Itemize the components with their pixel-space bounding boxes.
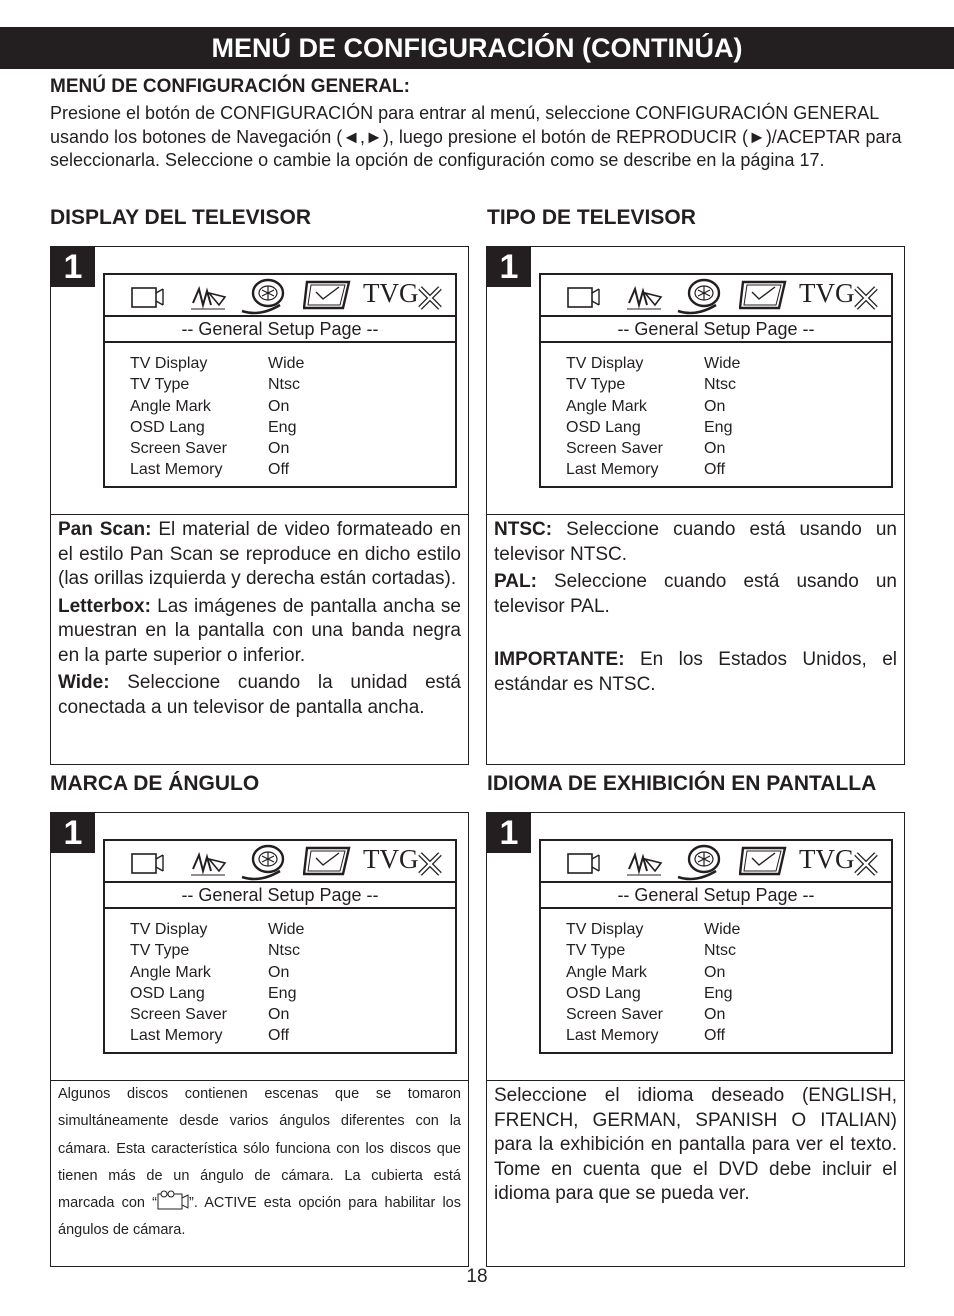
osd-row-value: Wide (268, 355, 305, 372)
rating-icon: TVG (799, 278, 855, 308)
section-title-tv-display: DISPLAY DEL TELEVISOR (50, 206, 312, 229)
osd-row-label: Last Memory (566, 1027, 659, 1045)
osd-row (130, 459, 304, 480)
osd-row (566, 374, 740, 395)
osd-row (566, 940, 740, 961)
osd-row-value: Eng (704, 418, 733, 436)
osd-row-label: TV Display (130, 921, 208, 938)
audio-icon (189, 849, 227, 877)
osd-page-header: -- General Setup Page -- (105, 317, 455, 343)
step-number: 1 (487, 247, 531, 287)
exit-icon (417, 851, 443, 877)
osd-row (130, 353, 304, 374)
osd-settings-list (566, 919, 740, 1047)
osd-row-label: TV Display (566, 921, 644, 938)
osd-lang-text: Seleccione el idioma deseado (ENGLISH, FRENCH, GERMAN, SPANISH O ITALIAN) para la exhibición en pantalla para ver el texto. Tome en cuenta que el DVD debe incluir el idioma para que se pueda ver. (494, 1085, 897, 1204)
osd-row (566, 459, 740, 480)
osd-row-label: Angle Mark (130, 397, 211, 415)
osd-row-value: On (268, 397, 290, 415)
description-angle-mark (51, 1080, 468, 1266)
exit-icon (853, 851, 879, 877)
page-number: 18 (466, 1266, 488, 1287)
osd-row-label: Screen Saver (130, 1006, 227, 1024)
osd-row-value: On (268, 963, 290, 981)
section-title-angle-mark: MARCA DE ÁNGULO (50, 772, 260, 795)
osd-row (130, 962, 304, 983)
osd-row-label: Last Memory (130, 1027, 223, 1045)
tv-icon (567, 851, 601, 875)
disc-icon (240, 843, 288, 881)
rating-icon: TVG (363, 844, 419, 874)
osd-row (130, 396, 304, 417)
osd-row (130, 983, 304, 1004)
osd-row (566, 417, 740, 438)
osd-settings-list (566, 353, 740, 481)
step-number: 1 (487, 813, 531, 853)
osd-row-value: Ntsc (704, 376, 736, 394)
ntsc-text: Seleccione cuando está usando un televisor NTSC. (494, 519, 897, 565)
osd-row-label: Angle Mark (566, 963, 647, 981)
letterbox-text: Las imágenes de pantalla ancha se muestran en la pantalla con una banda negra en la parte superior o inferior. (58, 595, 461, 666)
osd-row-value: On (704, 963, 726, 981)
osd-row-label: TV Type (566, 376, 626, 394)
osd-row (130, 1025, 304, 1046)
pan-scan-text: El material de video formateado en el estilo Pan Scan se reproduce en dicho estilo (las orillas izquierda y derecha están cortadas). (58, 519, 461, 589)
panel-tv-type (486, 246, 905, 765)
osd-screen (539, 273, 893, 488)
osd-row-value: Eng (268, 418, 297, 436)
osd-row-label: OSD Lang (566, 418, 641, 436)
disc-icon (676, 277, 724, 315)
osd-row-value: Ntsc (268, 942, 300, 960)
osd-icon-bar (105, 841, 455, 883)
tv-icon (131, 851, 165, 875)
osd-row (566, 438, 740, 459)
osd-row (566, 1004, 740, 1025)
exit-icon (853, 285, 879, 311)
osd-row-label: OSD Lang (130, 418, 205, 436)
screen-check-icon (303, 845, 351, 877)
osd-row-label: TV Display (130, 355, 208, 372)
important-text: En los Estados Unidos, el estándar es NTSC. (494, 649, 897, 695)
panel-osd-lang (486, 812, 905, 1267)
osd-row (566, 919, 740, 940)
osd-row-value: Off (268, 461, 290, 479)
osd-row (130, 919, 304, 940)
osd-screen (103, 273, 457, 488)
osd-row-value: Wide (268, 921, 305, 938)
screen-check-icon (303, 279, 351, 311)
osd-screen (539, 839, 893, 1054)
camera-angle-icon (157, 1190, 189, 1210)
osd-row (566, 353, 740, 374)
important-label: IMPORTANTE: (494, 649, 625, 670)
step-number: 1 (51, 247, 95, 287)
osd-screen (103, 839, 457, 1054)
osd-row (566, 983, 740, 1004)
osd-row-value: Eng (268, 984, 297, 1002)
tv-icon (131, 285, 165, 309)
section-title-osd-lang: IDIOMA DE EXHIBICIÓN EN PANTALLA (487, 772, 877, 795)
intro-heading: MENÚ DE CONFIGURACIÓN GENERAL: (50, 76, 410, 97)
screen-check-icon (739, 845, 787, 877)
osd-row-value: Eng (704, 984, 733, 1002)
screen-check-icon (739, 279, 787, 311)
osd-row (566, 396, 740, 417)
osd-row (566, 1025, 740, 1046)
osd-row (130, 940, 304, 961)
osd-row-value: On (268, 1006, 290, 1024)
osd-row (566, 962, 740, 983)
pan-scan-label: Pan Scan: (58, 519, 152, 540)
page-banner: MENÚ DE CONFIGURACIÓN (CONTINÚA) (0, 27, 954, 69)
osd-page-header: -- General Setup Page -- (105, 883, 455, 909)
osd-row-label: Screen Saver (566, 1006, 663, 1024)
section-title-tv-type: TIPO DE TELEVISOR (487, 206, 696, 229)
osd-row (130, 1004, 304, 1025)
letterbox-label: Letterbox: (58, 595, 151, 617)
osd-settings-list (130, 353, 304, 481)
osd-row-value: Wide (704, 355, 741, 372)
osd-page-header: -- General Setup Page -- (541, 883, 891, 909)
osd-row-value: On (704, 397, 726, 415)
panel-angle-mark (50, 812, 469, 1267)
osd-icon-bar (105, 275, 455, 317)
osd-row-value: Off (704, 1027, 726, 1045)
pal-label: PAL: (494, 571, 537, 592)
osd-row-label: Screen Saver (566, 440, 663, 458)
disc-icon (240, 277, 288, 315)
osd-row-value: Off (268, 1027, 290, 1045)
osd-row-label: Last Memory (130, 461, 223, 479)
osd-row-label: OSD Lang (566, 984, 641, 1002)
audio-icon (625, 849, 663, 877)
osd-row-label: TV Type (130, 376, 190, 394)
osd-row-label: Angle Mark (130, 963, 211, 981)
intro-text: Presione el botón de CONFIGURACIÓN para entrar al menú, seleccione CONFIGURACIÓN GENERAL usando los botones de Navegación (◄,►), luego presione el botón de REPRODUCIR (►)/ACEPTAR para seleccionarla. Seleccione o cambie la opción de configuración como se describe en la página 17. (50, 103, 902, 170)
osd-row-value: Off (704, 461, 726, 479)
osd-row-label: TV Type (566, 942, 626, 960)
osd-row (130, 374, 304, 395)
osd-row-label: Angle Mark (566, 397, 647, 415)
exit-icon (417, 285, 443, 311)
osd-page-header: -- General Setup Page -- (541, 317, 891, 343)
description-tv-type (487, 514, 904, 764)
osd-settings-list (130, 919, 304, 1047)
wide-label: Wide: (58, 672, 110, 693)
wide-text: Seleccione cuando la unidad está conectada a un televisor de pantalla ancha. (58, 672, 461, 718)
osd-icon-bar (541, 841, 891, 883)
osd-row-value: On (704, 1006, 726, 1024)
tv-icon (567, 285, 601, 309)
description-osd-lang (487, 1080, 904, 1266)
audio-icon (625, 283, 663, 311)
osd-row-value: Wide (704, 921, 741, 938)
osd-row-label: TV Display (566, 355, 644, 372)
osd-row-label: Last Memory (566, 461, 659, 479)
osd-row-label: OSD Lang (130, 984, 205, 1002)
rating-icon: TVG (363, 278, 419, 308)
panel-tv-display (50, 246, 469, 765)
description-tv-display (51, 514, 468, 764)
audio-icon (189, 283, 227, 311)
angle-text-after: ”. ACTIVE esta opción para habilitar los ángulos de cámara. (58, 1195, 461, 1239)
osd-row-label: Screen Saver (130, 440, 227, 458)
osd-row-value: Ntsc (704, 942, 736, 960)
rating-icon: TVG (799, 844, 855, 874)
osd-row (130, 438, 304, 459)
osd-row-value: On (268, 440, 290, 458)
ntsc-label: NTSC: (494, 519, 553, 540)
disc-icon (676, 843, 724, 881)
step-number: 1 (51, 813, 95, 853)
osd-row (130, 417, 304, 438)
osd-row-value: On (704, 440, 726, 458)
pal-text: Seleccione cuando está usando un televisor PAL. (494, 571, 897, 617)
osd-icon-bar (541, 275, 891, 317)
osd-row-value: Ntsc (268, 376, 300, 394)
angle-text-before: Algunos discos contienen escenas que se tomaron simultáneamente desde varios ángulos diferentes con la cámara. Esta característica sólo funciona con los discos que tienen más de un ángulo de cámara. La cubierta está marcada con “ (58, 1086, 461, 1212)
osd-row-label: TV Type (130, 942, 190, 960)
